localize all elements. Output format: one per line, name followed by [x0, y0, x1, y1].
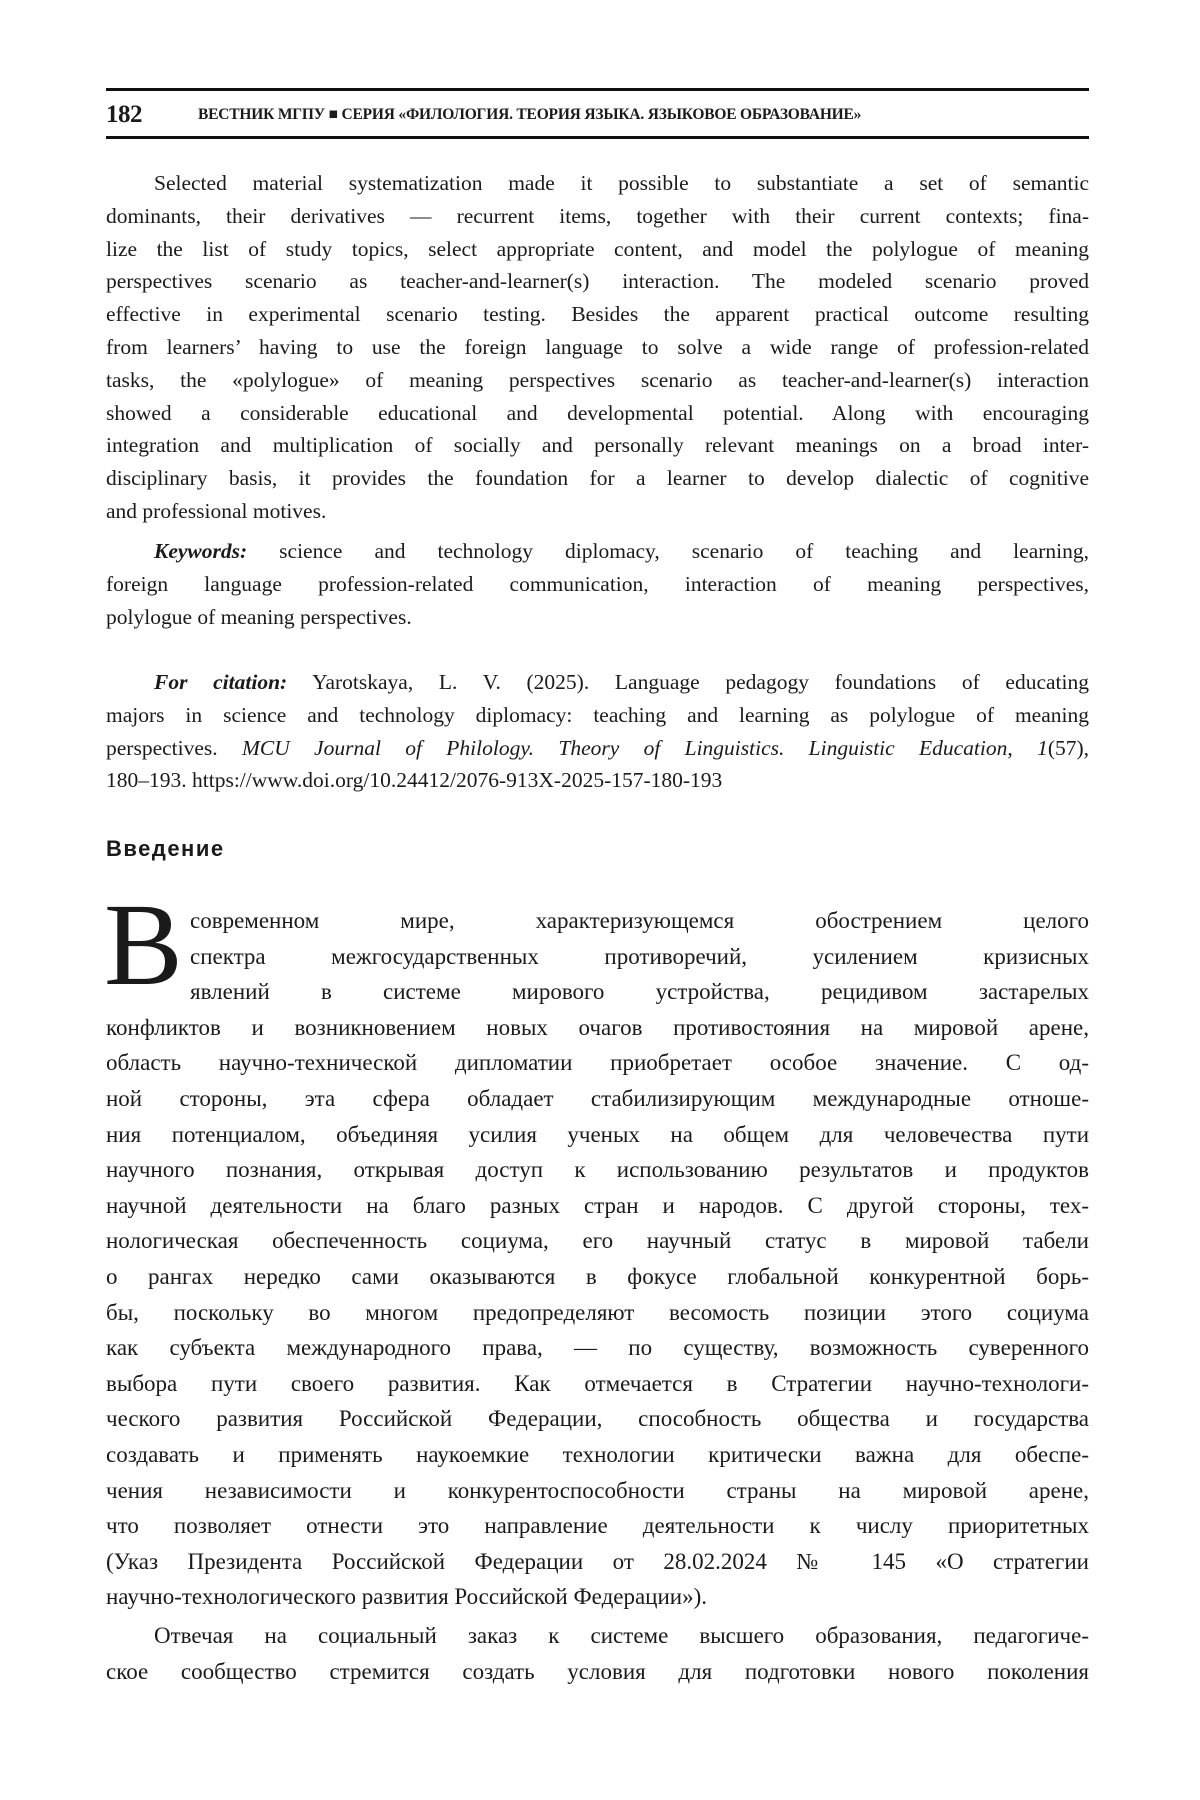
citation-label: For citation: — [154, 670, 287, 694]
citation-paragraph — [106, 666, 1089, 797]
text-line: научно-технологического развития Российской Федерации»). — [106, 1579, 1089, 1615]
section-heading: Введение — [106, 836, 225, 862]
keywords-paragraph — [106, 535, 1089, 633]
header-top-rule — [106, 88, 1089, 91]
running-header — [106, 100, 1089, 130]
citation-doi-line: 180–193. https://www.doi.org/10.24412/2076-913X-2025-157-180-193 — [106, 764, 1089, 797]
citation-text: , — [1007, 736, 1037, 760]
citation-line — [106, 666, 1089, 699]
text-line: showed a considerable educational and developmental potential. Along with encouraging — [106, 397, 1089, 430]
drop-cap: В — [104, 890, 183, 1000]
text-line: как субъекта международного права, — по существу, возможность суверенного — [106, 1330, 1089, 1366]
text-line: ческого развития Российской Федерации, способность общества и государства — [106, 1401, 1089, 1437]
text-line: что позволяет отнести это направление деятельности к числу приоритетных — [106, 1508, 1089, 1544]
citation-issue: (57), — [1048, 736, 1089, 760]
keywords-label: Keywords: — [154, 539, 247, 563]
text-line: область научно-технической дипломатии приобретает особое значение. С од- — [106, 1045, 1089, 1081]
text-line: integration and multiplication of socially and personally relevant meanings on a broad inter- — [106, 429, 1089, 462]
journal-title: ВЕСТНИК МГПУ ■ СЕРИЯ «ФИЛОЛОГИЯ. ТЕОРИЯ ЯЗЫКА. ЯЗЫКОВОЕ ОБРАЗОВАНИЕ» — [198, 106, 861, 124]
text-line: dominants, their derivatives — recurrent items, together with their current contexts; fina- — [106, 200, 1089, 233]
text-line: бы, поскольку во многом предопределяют весомость позиции этого социума — [106, 1295, 1089, 1331]
intro-paragraph-1 — [106, 903, 1089, 1615]
text-line: создавать и применять наукоемкие технологии критически важна для обеспе- — [106, 1437, 1089, 1473]
text-line: and professional motives. — [106, 495, 1089, 528]
text-line: tasks, the «polylogue» of meaning perspectives scenario as teacher-and-learner(s) interaction — [106, 364, 1089, 397]
citation-volume: 1 — [1037, 736, 1048, 760]
page-number: 182 — [106, 101, 198, 129]
citation-line: majors in science and technology diplomacy: teaching and learning as polylogue of meaning — [106, 699, 1089, 732]
text-line: выбора пути своего развития. Как отмечается в Стратегии научно-технологи- — [106, 1366, 1089, 1402]
text-line: ной стороны, эта сфера обладает стабилизирующим международные отноше- — [106, 1081, 1089, 1117]
citation-journal-title: MCU Journal of Philology. Theory of Linguistics. Linguistic Education — [242, 736, 1007, 760]
citation-line — [106, 732, 1089, 765]
text-line: конфликтов и возникновением новых очагов противостояния на мировой арене, — [106, 1010, 1089, 1046]
text-line: lize the list of study topics, select appropriate content, and model the polylogue of meaning — [106, 233, 1089, 266]
keywords-text: science and technology diplomacy, scenario of teaching and learning, — [247, 539, 1089, 563]
text-line: чения независимости и конкурентоспособности страны на мировой арене, — [106, 1473, 1089, 1509]
keywords-line — [106, 535, 1089, 568]
text-line: спектра межгосударственных противоречий, усилением кризисных — [106, 939, 1089, 975]
text-line: ния потенциалом, объединяя усилия ученых на общем для человечества пути — [106, 1117, 1089, 1153]
text-line: современном мире, характеризующемся обострением целого — [106, 903, 1089, 939]
text-line: disciplinary basis, it provides the foundation for a learner to develop dialectic of cognitive — [106, 462, 1089, 495]
text-line: Отвечая на социальный заказ к системе высшего образования, педагогиче- — [106, 1618, 1089, 1654]
text-line: ское сообщество стремится создать условия для подготовки нового поколения — [106, 1654, 1089, 1690]
text-line: нологическая обеспеченность социума, его научный статус в мировой табели — [106, 1223, 1089, 1259]
citation-text: perspectives. — [106, 736, 242, 760]
intro-paragraph-2 — [106, 1618, 1089, 1689]
text-line: Selected material systematization made it possible to substantiate a set of semantic — [106, 167, 1089, 200]
text-line: научного познания, открывая доступ к использованию результатов и продуктов — [106, 1152, 1089, 1188]
text-line: научной деятельности на благо разных стран и народов. С другой стороны, тех- — [106, 1188, 1089, 1224]
text-line: perspectives scenario as teacher-and-learner(s) interaction. The modeled scenario proved — [106, 265, 1089, 298]
text-line: (Указ Президента Российской Федерации от 28.02.2024 № 145 «О стратегии — [106, 1544, 1089, 1580]
text-line: явлений в системе мирового устройства, рецидивом застарелых — [106, 974, 1089, 1010]
keywords-line: polylogue of meaning perspectives. — [106, 601, 1089, 634]
text-line: о рангах нередко сами оказываются в фокусе глобальной конкурентной борь- — [106, 1259, 1089, 1295]
header-bottom-rule — [106, 136, 1089, 139]
keywords-line: foreign language profession-related communication, interaction of meaning perspectives, — [106, 568, 1089, 601]
abstract-paragraph — [106, 167, 1089, 528]
text-line: from learners’ having to use the foreign language to solve a wide range of profession-related — [106, 331, 1089, 364]
citation-text: Yarotskaya, L. V. (2025). Language pedagogy foundations of educating — [287, 670, 1089, 694]
text-line: effective in experimental scenario testing. Besides the apparent practical outcome resulting — [106, 298, 1089, 331]
